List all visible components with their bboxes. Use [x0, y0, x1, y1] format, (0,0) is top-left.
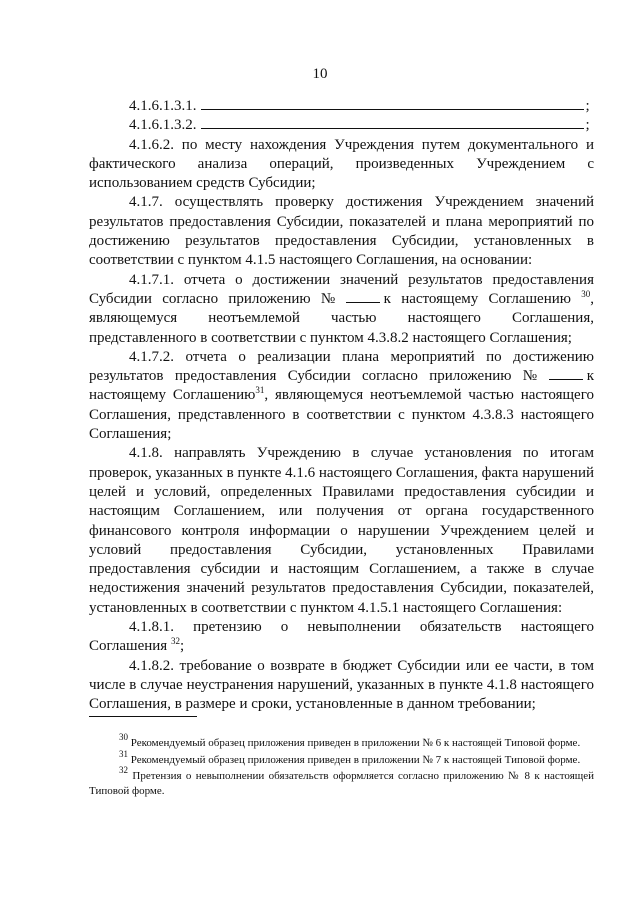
clause-label: 4.1.6.1.3.1.	[129, 98, 197, 114]
clause-text: к настоящему Соглашению	[383, 290, 571, 307]
footnote-32	[89, 765, 595, 798]
blank-appendix-number	[346, 301, 380, 303]
clause-text: 4.1.7.1. отчета о достижении значений результатов предоставления Субсидии согласно приложению №	[89, 271, 594, 307]
document-body	[89, 97, 594, 715]
clause-text: ;	[179, 638, 185, 655]
footnote-number: 30	[119, 732, 128, 742]
clause-4-1-7-1	[89, 271, 594, 348]
clause-4-1-8-2: 4.1.8.2. требование о возврате в бюджет Субсидии или ее части, в том числе в случае неустранения нарушений, указанных в пункте 4.1.8 настоящего Соглашения, в размере и сроки, установленные в данном требовании;	[89, 657, 594, 713]
clause-text: 4.1.7.2. отчета о реализации плана мероприятий по достижению результатов предоставления Субсидии согласно приложению №	[89, 348, 594, 385]
footnote-ref: 30	[581, 288, 591, 299]
footnotes	[89, 732, 595, 800]
page-number: 10	[312, 66, 328, 82]
footnote-text: Претензия о невыполнении обязательств оформляется согласно приложению № 8 к настоящей Типовой форме.	[89, 770, 595, 797]
clause-semicolon: ;	[585, 117, 590, 134]
clause-4-1-8: 4.1.8. направлять Учреждению в случае установления по итогам проверок, указанных в пункте 4.1.6 настоящего Соглашения, факта нарушений целей и условий, определенных Правилами предоставления субсидии и настоящим Соглашением, или получения от органа государственного финансового контроля информации о нарушении Учреждением целей и условий предоставления Субсидии, установленных Правилами предоставления субсидии и настоящим Соглашением, а также в случае недостижения значений результатов предоставления Субсидии, показателей, установленных в соответствии с пунктом 4.1.5.1 настоящего Соглашения:	[89, 445, 594, 616]
footnote-ref: 31	[255, 385, 265, 396]
footnote-number: 32	[119, 765, 128, 775]
clause-4-1-6-1-3-2	[89, 116, 594, 135]
footnote-ref: 32	[170, 636, 180, 647]
clause-4-1-7: 4.1.7. осуществлять проверку достижения Учреждением значений результатов предоставления Субсидии, показателей и плана мероприятий по достижению результатов предоставления Субсидии, установленных в соответствии с пунктом 4.1.5 настоящего Соглашения, на основании:	[89, 194, 594, 269]
clause-label: 4.1.6.1.3.2.	[129, 117, 197, 134]
footnote-31	[89, 748, 594, 768]
clause-text: , являющемуся неотъемлемой частью настоящего Соглашения, представленного в соответствии с пунктом 4.3.8.2 настоящего Соглашения;	[89, 290, 594, 346]
clause-4-1-6-1-3-1	[89, 97, 594, 116]
clause-semicolon: ;	[585, 98, 590, 114]
footnote-number: 31	[119, 748, 128, 759]
clause-text: 4.1.8.1. претензию о невыполнении обязательств настоящего Соглашения	[89, 619, 594, 655]
footnote-text: Рекомендуемый образец приложения приведен в приложении № 6 к настоящей Типовой форме.	[130, 737, 581, 749]
footnote-30	[89, 732, 594, 751]
footnote-text: Рекомендуемый образец приложения приведен в приложении № 7 к настоящей Типовой форме.	[130, 753, 581, 766]
clause-4-1-8-1	[89, 618, 594, 657]
blank-fill-line	[201, 127, 584, 129]
blank-fill-line	[201, 108, 584, 110]
clause-4-1-6-2: 4.1.6.2. по месту нахождения Учреждения путем документального и фактического анализа операций, произведенных Учреждением с использованием средств Субсидии;	[89, 136, 594, 192]
clause-text: к настоящему Соглашению	[89, 368, 594, 404]
blank-appendix-number	[549, 378, 583, 380]
clause-text: , являющемуся неотъемлемой частью настоящего Соглашения, представленного в соответствии с пунктом 4.3.8.3 настоящего Соглашения;	[89, 387, 594, 443]
clause-4-1-7-2	[89, 348, 594, 444]
footnote-separator	[89, 716, 197, 717]
